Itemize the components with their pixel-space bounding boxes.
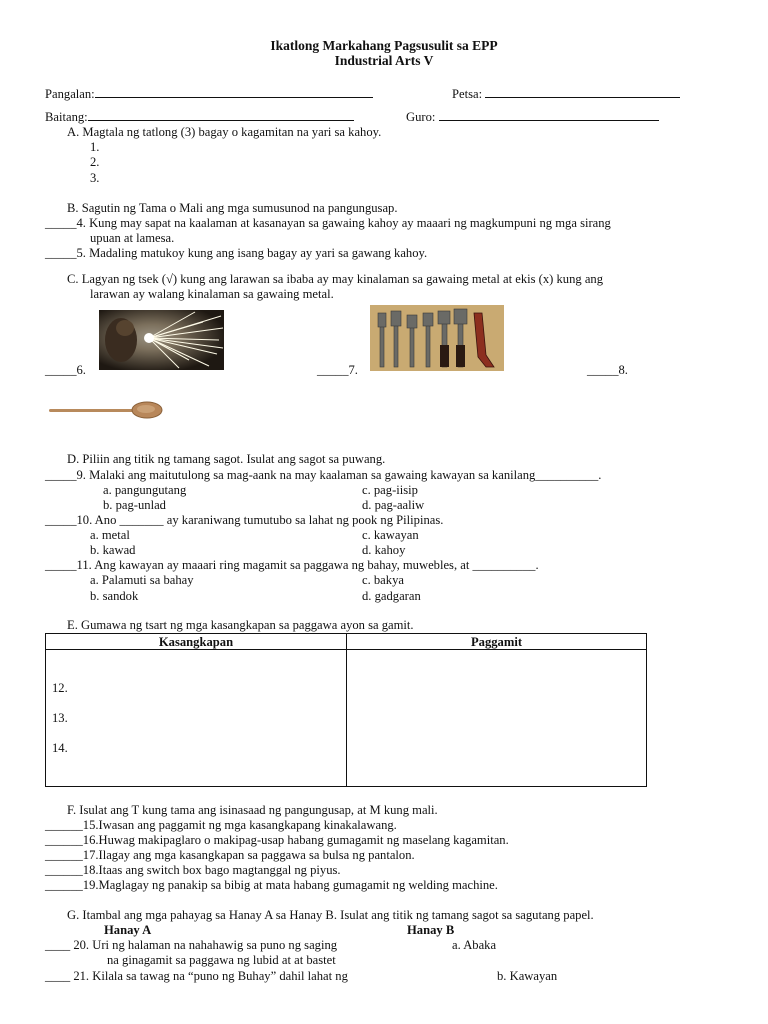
question-11-choice-d: d. gadgaran bbox=[362, 589, 421, 603]
question-10-choice-b: b. kawad bbox=[90, 543, 136, 557]
grade-blank[interactable] bbox=[88, 109, 354, 121]
question-11-choice-b: b. sandok bbox=[90, 589, 139, 603]
answer-blank-7[interactable]: _____7. bbox=[317, 363, 358, 377]
column-header-paggamit: Paggamit bbox=[347, 634, 647, 650]
tools-chart-table bbox=[45, 633, 647, 787]
question-16: ______16.Huwag makipaglaro o makipag-usap habang gumagamit ng maselang kagamitan. bbox=[45, 833, 509, 847]
section-a-item-1: 1. bbox=[90, 140, 100, 154]
section-a-item-3: 3. bbox=[90, 171, 100, 185]
choice-a-abaka: a. Abaka bbox=[452, 938, 497, 952]
section-c-instruction-line-1: C. Lagyan ng tsek (√) kung ang larawan sa ibaba ay may kinalaman sa gawaing metal at ekis (x) kung ang bbox=[67, 272, 604, 286]
question-20-line-1: ____ 20. Uri ng halaman na nahahawig sa puno ng saging bbox=[45, 938, 338, 952]
chart-row-13: 13. bbox=[52, 711, 68, 725]
forks-image bbox=[370, 305, 504, 371]
choice-b-kawayan: b. Kawayan bbox=[497, 969, 558, 983]
question-9-choice-b: b. pag-unlad bbox=[103, 498, 166, 512]
section-a-item-2: 2. bbox=[90, 155, 100, 169]
grade-label: Baitang: bbox=[45, 110, 88, 124]
section-c-instruction-line-2: larawan ay walang kinalaman sa gawaing metal. bbox=[90, 287, 334, 301]
name-field[interactable] bbox=[45, 86, 373, 102]
question-9-choice-c: c. pag-iisip bbox=[362, 483, 418, 497]
answer-blank-6[interactable]: _____6. bbox=[45, 363, 86, 377]
section-g-instruction: G. Itambal ang mga pahayag sa Hanay A sa Hanay B. Isulat ang titik ng tamang sagot sa sagutang papel. bbox=[67, 908, 594, 922]
question-10-choice-a: a. metal bbox=[90, 528, 130, 542]
hanay-a-header: Hanay A bbox=[104, 923, 152, 937]
question-11-choice-a: a. Palamuti sa bahay bbox=[90, 573, 194, 587]
question-21: ____ 21. Kilala sa tawag na “puno ng Buhay” dahil lahat ng bbox=[45, 969, 348, 983]
chart-row-14: 14. bbox=[52, 741, 68, 755]
date-field[interactable] bbox=[452, 86, 680, 102]
section-b-instruction: B. Sagutin ng Tama o Mali ang mga sumusunod na pangungusap. bbox=[67, 201, 398, 215]
question-11-choice-c: c. bakya bbox=[362, 573, 404, 587]
teacher-blank[interactable] bbox=[439, 109, 659, 121]
wooden-spoon-image bbox=[47, 398, 165, 422]
question-4-line-1: _____4. Kung may sapat na kaalaman at kasanayan sa gawaing kahoy ay maaari ng magkumpuni ng mga sirang bbox=[45, 216, 611, 230]
question-9-choice-d: d. pag-aaliw bbox=[362, 498, 425, 512]
section-e-instruction: E. Gumawa ng tsart ng mga kasangkapan sa paggawa ayon sa gamit. bbox=[67, 618, 414, 632]
question-10-choice-c: c. kawayan bbox=[362, 528, 419, 542]
page-title: Ikatlong Markahang Pagsusulit sa EPP bbox=[270, 38, 498, 53]
usage-cell[interactable] bbox=[347, 650, 647, 787]
hanay-b-header: Hanay B bbox=[407, 923, 455, 937]
answer-blank-8[interactable]: _____8. bbox=[587, 363, 628, 377]
section-f-instruction: F. Isulat ang T kung tama ang isinasaad ng pangungusap, at M kung mali. bbox=[67, 803, 438, 817]
question-10: _____10. Ano _______ ay karaniwang tumutubo sa lahat ng pook ng Pilipinas. bbox=[45, 513, 444, 527]
welding-sparks-image bbox=[99, 310, 224, 370]
question-5: _____5. Madaling matukoy kung ang isang bagay ay yari sa gawang kahoy. bbox=[45, 246, 428, 260]
question-20-line-2: na ginagamit sa paggawa ng lubid at at bastet bbox=[107, 953, 336, 967]
tools-cell[interactable] bbox=[46, 650, 347, 787]
teacher-label: Guro: bbox=[406, 110, 436, 124]
question-11: _____11. Ang kawayan ay maaari ring magamit sa paggawa ng bahay, muwebles, at __________. bbox=[45, 558, 539, 572]
question-9: _____9. Malaki ang maitutulong sa mag-aank na may kaalaman sa gawaing kawayan sa kanilang__________. bbox=[45, 468, 602, 482]
chart-row-12: 12. bbox=[52, 681, 68, 695]
name-label: Pangalan: bbox=[45, 87, 95, 101]
section-d-instruction: D. Piliin ang titik ng tamang sagot. Isulat ang sagot sa puwang. bbox=[67, 452, 386, 466]
teacher-field[interactable] bbox=[406, 109, 659, 125]
grade-field[interactable] bbox=[45, 109, 354, 125]
question-4-line-2: upuan at lamesa. bbox=[90, 231, 175, 245]
question-17: ______17.Ilagay ang mga kasangkapan sa paggawa sa bulsa ng pantalon. bbox=[45, 848, 415, 862]
date-label: Petsa: bbox=[452, 87, 483, 101]
question-9-choice-a: a. pangungutang bbox=[103, 483, 187, 497]
page-subtitle: Industrial Arts V bbox=[334, 53, 434, 68]
date-blank[interactable] bbox=[485, 86, 680, 98]
section-a-instruction: A. Magtala ng tatlong (3) bagay o kagamitan na yari sa kahoy. bbox=[67, 125, 382, 139]
question-10-choice-d: d. kahoy bbox=[362, 543, 406, 557]
column-header-kasangkapan: Kasangkapan bbox=[46, 634, 347, 650]
question-18: ______18.Itaas ang switch box bago magtanggal ng piyus. bbox=[45, 863, 341, 877]
question-19: ______19.Maglagay ng panakip sa bibig at mata habang gumagamit ng welding machine. bbox=[45, 878, 498, 892]
question-15: ______15.Iwasan ang paggamit ng mga kasangkapang kinakalawang. bbox=[45, 818, 397, 832]
name-blank[interactable] bbox=[95, 86, 373, 98]
